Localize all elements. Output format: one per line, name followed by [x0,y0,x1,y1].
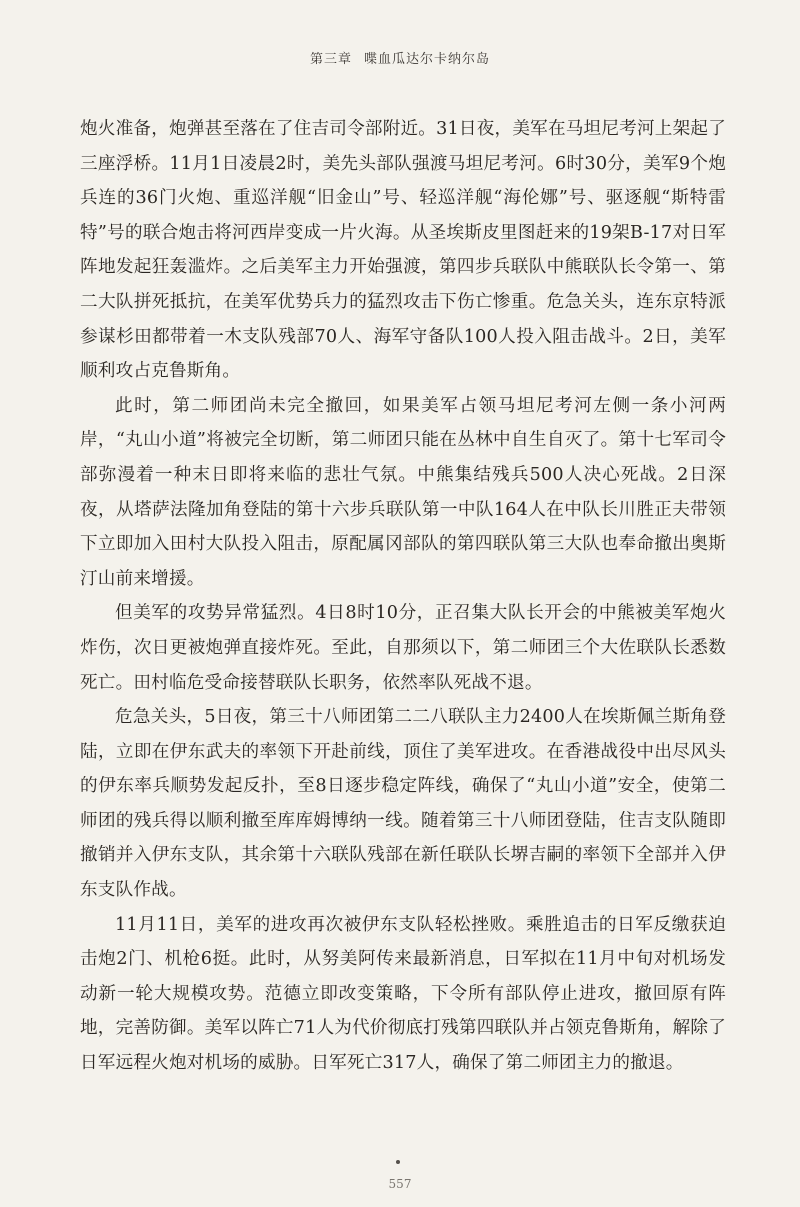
page-mark [396,1160,400,1164]
page-number: 557 [388,1177,412,1191]
paragraph: 危急关头，5日夜，第三十八师团第二二八联队主力2400人在埃斯佩兰斯角登陆，立即在伊东武夫的率领下开赴前线，顶住了美军进攻。在香港战役中出尽风头的伊东率兵顺势发起反扑，至8日逐步稳定阵线，确保了“丸山小道”安全，使第二师团的残兵得以顺利撤至库库姆博纳一线。随着第三十八师团登陆，住吉支队随即撤销并入伊东支队，其余第十六联队残部在新任联队长堺吉嗣的率领下全部并入伊东支队作战。 [80,707,726,901]
paragraph: 11月11日，美军的进攻再次被伊东支队轻松挫败。乘胜追击的日军反缴获迫击炮2门、机枪6挺。此时，从努美阿传来最新消息，日军拟在11月中旬对机场发动新一轮大规模攻势。范德立即改变策略，下令所有部队停止进攻，撤回原有阵地，完善防御。美军以阵亡71人为代价彻底打残第四联队并占领克鲁斯角，解除了日军远程火炮对机场的威胁。日军死亡317人，确保了第二师团主力的撤退。 [80,914,726,1074]
running-head [0,48,800,67]
chapter-label: 第三章 [309,52,352,67]
paragraph: 炮火准备，炮弹甚至落在了住吉司令部附近。31日夜，美军在马坦尼考河上架起了三座浮桥。11月1日凌晨2时，美先头部队强渡马坦尼考河。6时30分，美军9个炮兵连的36门火炮、重巡洋舰“旧金山”号、轻巡洋舰“海伦娜”号、驱逐舰“斯特雷特”号的联合炮击将河西岸变成一片火海。从圣埃斯皮里图赶来的19架B-17对日军阵地发起狂轰滥炸。之后美军主力开始强渡，第四步兵联队中熊联队长令第一、第二大队拼死抵抗，在美军优势兵力的猛烈攻击下伤亡惨重。危急关头，连东京特派参谋杉田都带着一木支队残部70人、海军守备队100人投入阻击战斗。2日，美军顺利攻占克鲁斯角。 [80,119,726,382]
paragraph: 此时，第二师团尚未完全撤回，如果美军占领马坦尼考河左侧一条小河两岸，“丸山小道”将被完全切断，第二师团只能在丛林中自生自灭了。第十七军司令部弥漫着一种末日即将来临的悲壮气氛。中熊集结残兵500人决心死战。2日深夜，从塔萨法隆加角登陆的第十六步兵联队第一中队164人在中队长川胜正夫带领下立即加入田村大队投入阻击，原配属冈部队的第四联队第三大队也奉命撤出奥斯汀山前来增援。 [80,395,726,589]
body-text [80,112,726,1081]
paragraph: 但美军的攻势异常猛烈。4日8时10分，正召集大队长开会的中熊被美军炮火炸伤，次日更被炮弹直接炸死。至此，自那须以下，第二师团三个大佐联队长悉数死亡。田村临危受命接替联队长职务，依然率队死战不退。 [80,603,726,693]
chapter-title: 喋血瓜达尔卡纳尔岛 [364,52,491,67]
